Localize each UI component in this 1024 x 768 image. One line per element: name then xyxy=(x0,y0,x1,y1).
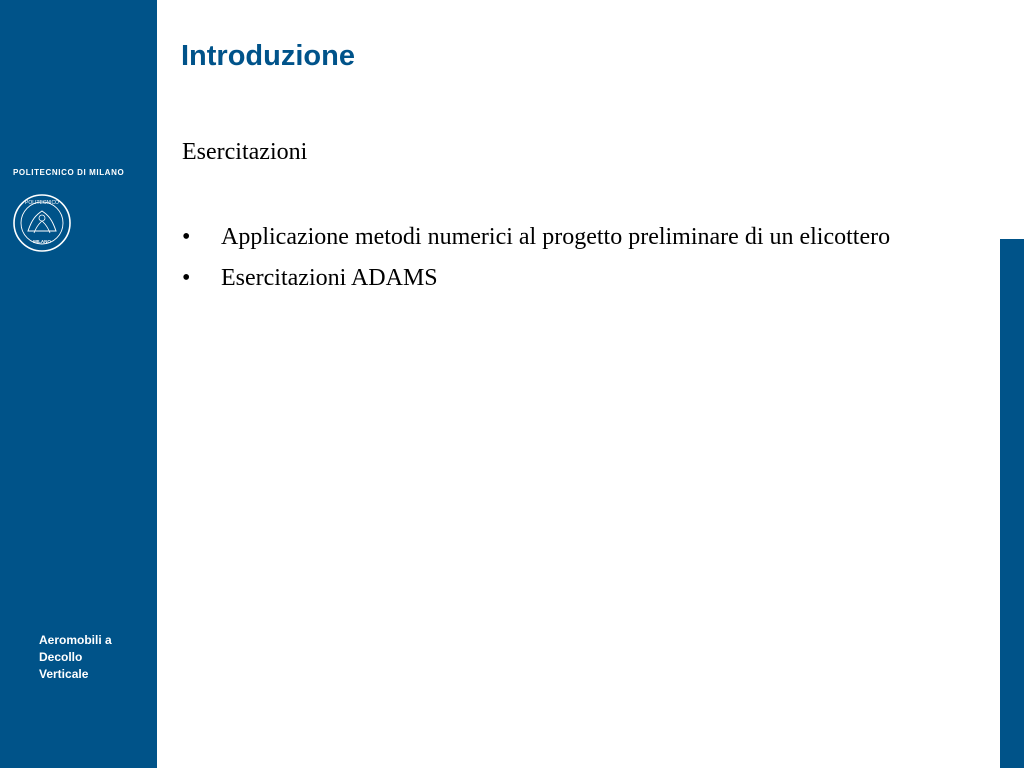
bullet-marker: • xyxy=(182,265,191,291)
course-line: Verticale xyxy=(39,667,89,681)
bullet-text: Applicazione metodi numerici al progetto preliminare di un elicottero xyxy=(221,224,891,250)
slide-title: Introduzione xyxy=(181,40,355,72)
seal-base-text: MILANO xyxy=(33,239,51,244)
left-sidebar xyxy=(0,0,157,768)
course-line: Aeromobili a xyxy=(39,633,112,647)
bullet-item xyxy=(182,262,942,294)
bullet-list xyxy=(182,221,942,303)
bullet-item xyxy=(182,221,942,253)
university-seal-icon xyxy=(12,193,72,253)
institution-name: POLITECNICO DI MILANO xyxy=(13,168,125,177)
course-line: Decollo xyxy=(39,650,83,664)
right-accent-bar xyxy=(1000,239,1024,768)
seal-ring-text: POLITECNICO xyxy=(25,200,59,206)
course-name xyxy=(39,632,149,683)
bullet-marker: • xyxy=(182,224,191,250)
slide-subtitle: Esercitazioni xyxy=(182,139,308,165)
bullet-text: Esercitazioni ADAMS xyxy=(221,265,438,291)
